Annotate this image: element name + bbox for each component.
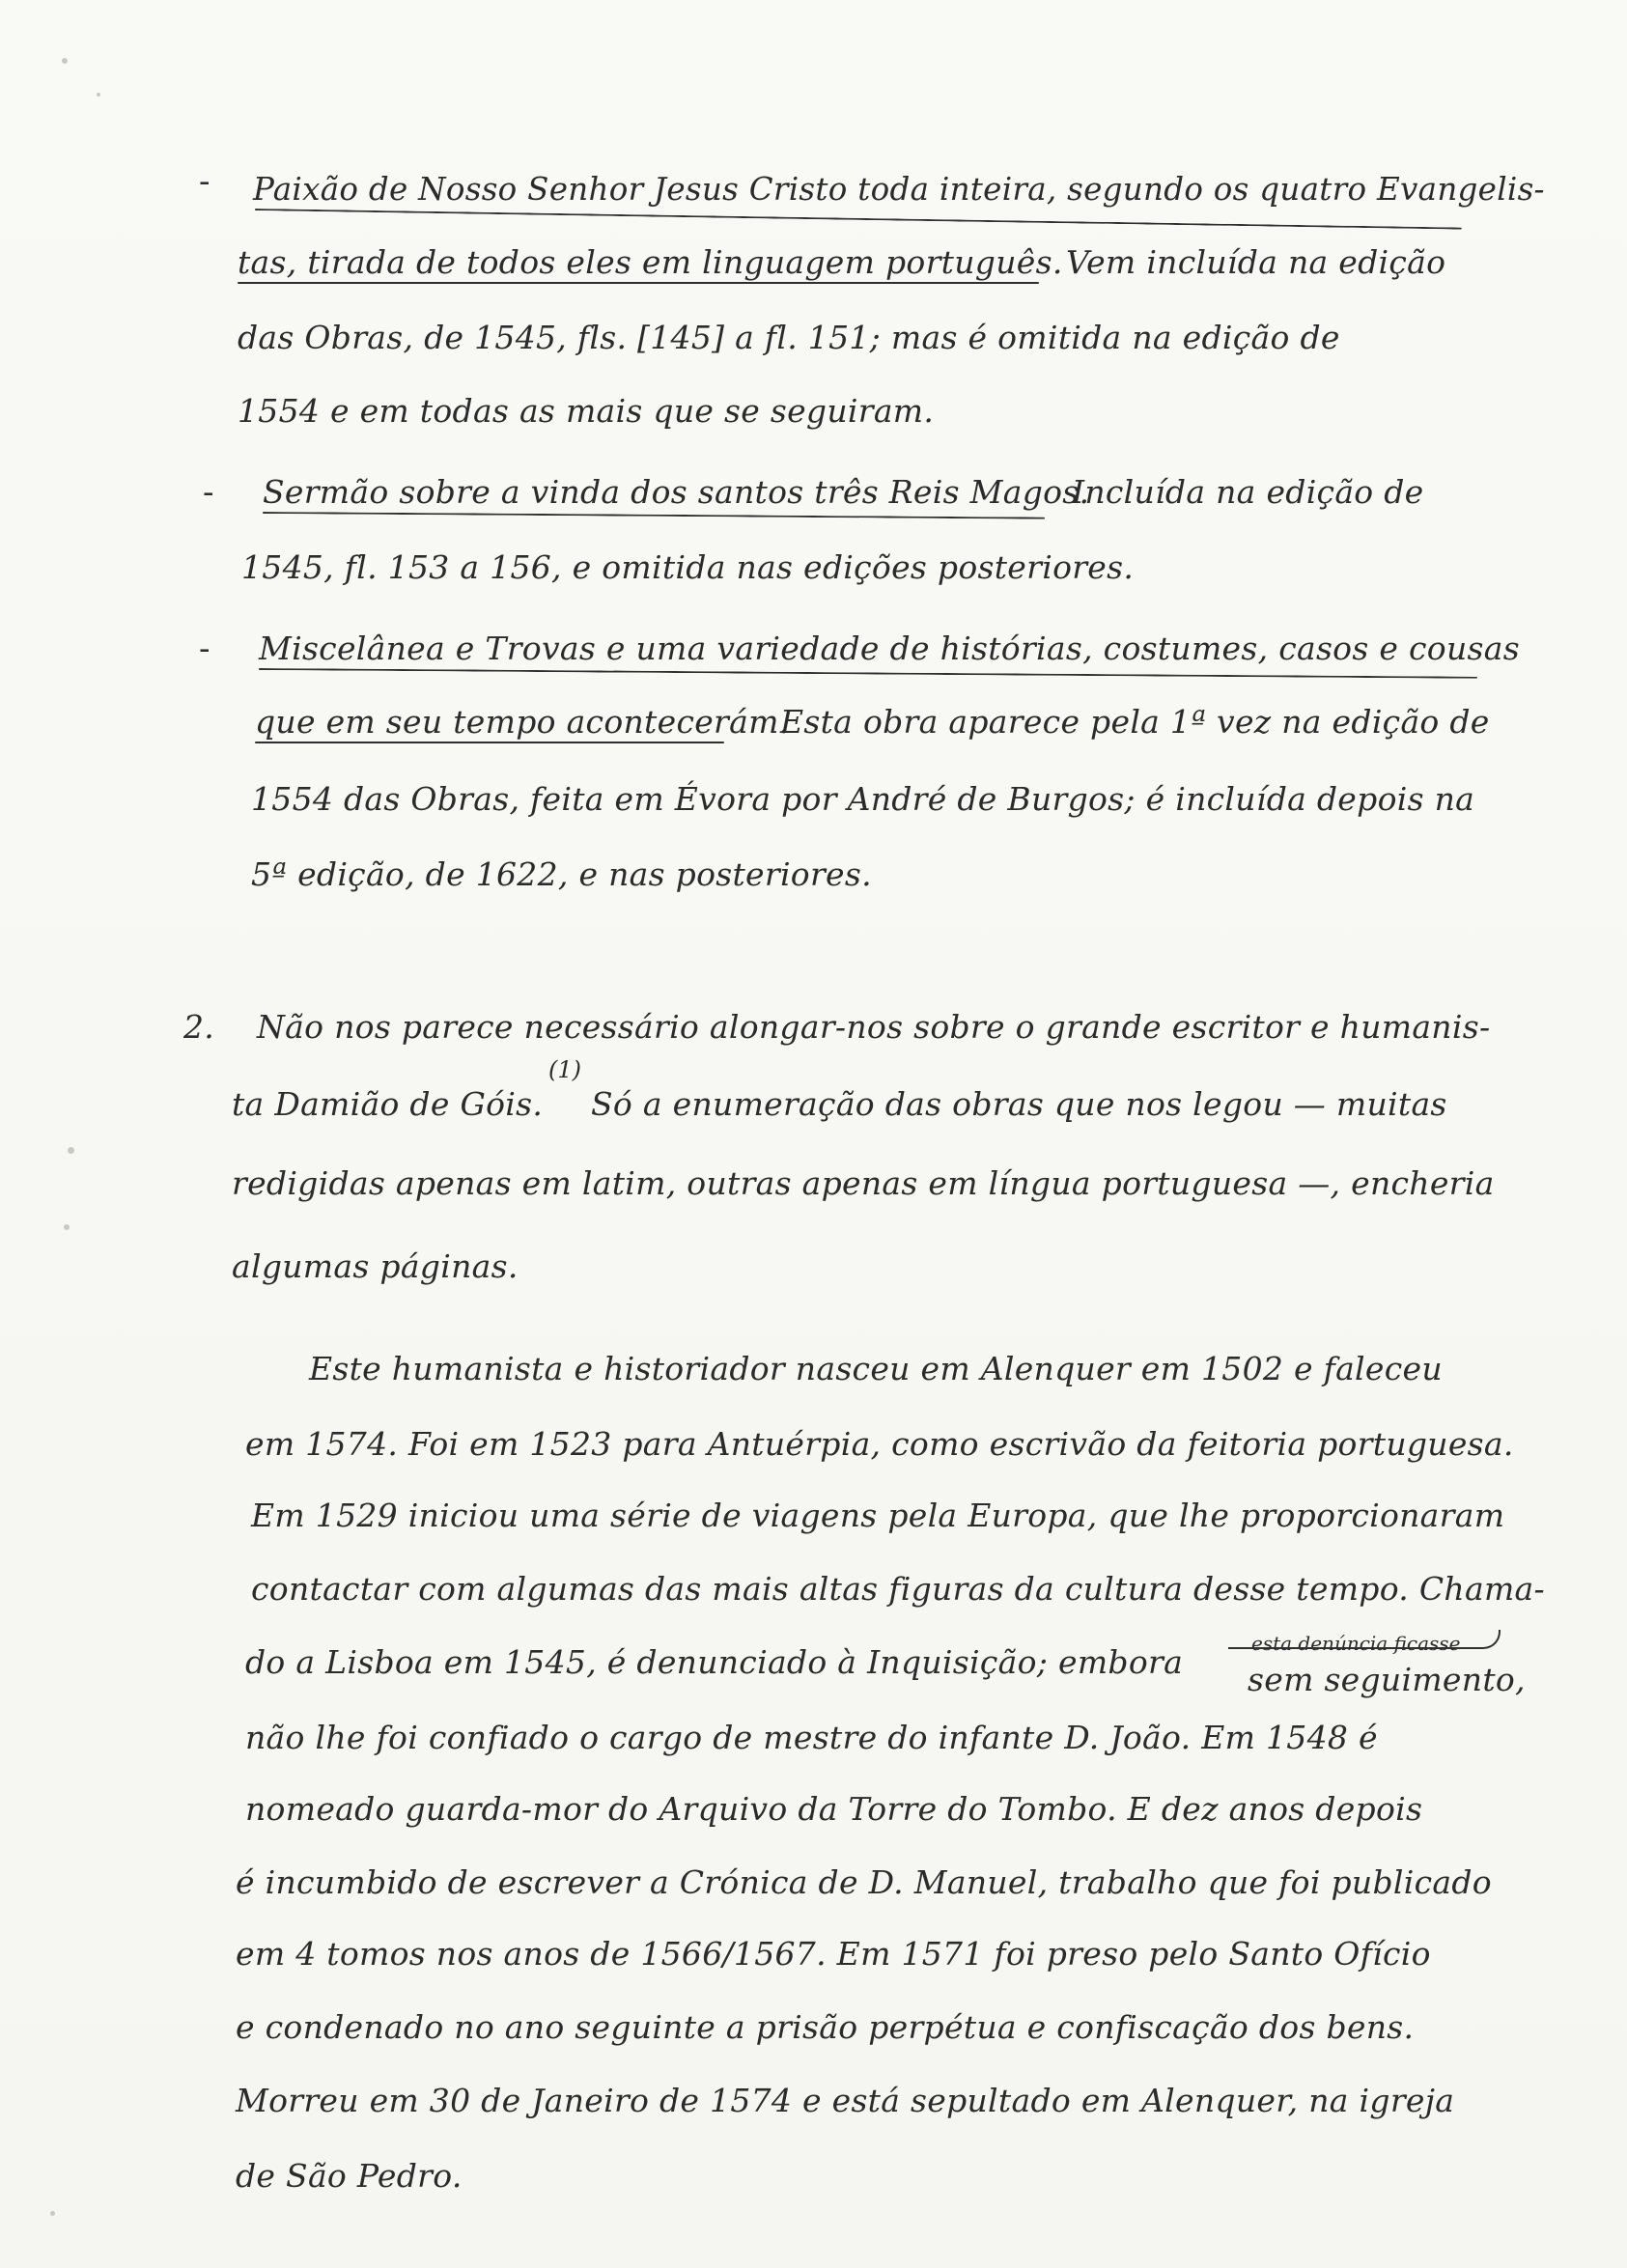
item-3-title: Miscelânea e Trovas e uma variedade de histórias, costumes, casos e cousas — [259, 630, 1520, 667]
paper-speck — [50, 2211, 55, 2216]
paragraph-line-12: de São Pedro. — [236, 2157, 463, 2195]
item-1-title-underline — [255, 209, 1462, 230]
section-2-number: 2. — [183, 1008, 215, 1046]
item-1-title: Paixão de Nosso Senhor Jesus Cristo toda inteira, segundo os quatro Evangelis- — [253, 170, 1545, 208]
item-1-line-1: das Obras, de 1545, fls. [145] a fl. 151; mas é omitida na edição de — [238, 319, 1340, 356]
bullet-dash: - — [199, 162, 210, 201]
item-1-line-2: 1554 e em todas as mais que se seguiram. — [238, 392, 935, 430]
item-3-title-underline — [259, 668, 1477, 679]
paper-speck — [64, 1224, 70, 1230]
item-3-tail: Esta obra aparece pela 1ª vez na edição de — [780, 703, 1490, 741]
paragraph-line-1: Este humanista e historiador nasceu em Alenquer em 1502 e faleceu — [309, 1350, 1443, 1387]
item-2-title: Sermão sobre a vinda dos santos três Reis Magos. — [263, 473, 1090, 511]
paragraph-line-5a: do a Lisboa em 1545, é denunciado à Inquisição; embora — [245, 1643, 1184, 1681]
paragraph-line-4: contactar com algumas das mais altas figuras da cultura desse tempo. Chama- — [251, 1570, 1545, 1608]
paragraph-line-10: e condenado no ano seguinte a prisão perpétua e confiscação dos bens. — [236, 2008, 1415, 2046]
paper-speck — [68, 1147, 74, 1154]
item-1-tail: Vem incluída na edição — [1066, 243, 1446, 281]
item-3-title-cont-underline — [255, 742, 724, 743]
section-2-line-3: redigidas apenas em latim, outras apenas em língua portuguesa —, encheria — [232, 1164, 1495, 1202]
section-2-line-1: Não nos parece necessário alongar-nos sobre o grande escritor e humanis- — [257, 1008, 1491, 1046]
paragraph-line-2: em 1574. Foi em 1523 para Antuérpia, como escrivão da feitoria portuguesa. — [245, 1425, 1514, 1463]
paragraph-line-3: Em 1529 iniciou uma série de viagens pela Europa, que lhe proporcionaram — [251, 1497, 1505, 1534]
paragraph-line-11: Morreu em 30 de Janeiro de 1574 e está sepultado em Alenquer, na igreja — [236, 2082, 1455, 2119]
item-2-tail: Incluída na edição de — [1072, 473, 1424, 511]
item-3-line-1: 1554 das Obras, feita em Évora por André de Burgos; é incluída depois na — [251, 780, 1475, 818]
paragraph-line-9: em 4 tomos nos anos de 1566/1567. Em 1571 foi preso pelo Santo Ofício — [236, 1935, 1431, 1973]
section-2-line-2b: Só a enumeração das obras que nos legou — muitas — [591, 1085, 1447, 1123]
item-2-title-underline — [263, 512, 1045, 519]
item-3-line-2: 5ª edição, de 1622, e nas posteriores. — [251, 855, 872, 893]
section-2-line-2a: ta Damião de Góis. — [232, 1085, 544, 1123]
bullet-dash: - — [203, 473, 214, 512]
item-1-title-cont-underline — [238, 282, 1039, 284]
paper-speck — [62, 58, 68, 64]
footnote-marker: (1) — [548, 1056, 581, 1083]
paragraph-line-8: é incumbido de escrever a Crónica de D. Manuel, trabalho que foi publicado — [236, 1863, 1492, 1901]
paragraph-line-6: não lhe foi confiado o cargo de mestre do infante D. João. Em 1548 é — [245, 1719, 1378, 1756]
item-3-title-cont: que em seu tempo acontecerám. — [255, 703, 790, 741]
item-2-line-1: 1545, fl. 153 a 156, e omitida nas edições posteriores. — [241, 548, 1135, 586]
insertion-bracket — [1228, 1630, 1501, 1649]
bullet-dash: - — [199, 630, 210, 668]
paragraph-line-5b: sem seguimento, — [1248, 1661, 1526, 1698]
paper-speck — [97, 93, 100, 97]
insertion-note: esta denúncia ficasse — [1251, 1632, 1461, 1655]
section-2-line-4: algumas páginas. — [232, 1247, 519, 1285]
paragraph-line-7: nomeado guarda-mor do Arquivo da Torre do Tombo. E dez anos depois — [245, 1790, 1423, 1828]
item-1-title-cont: tas, tirada de todos eles em linguagem português. — [238, 243, 1063, 281]
